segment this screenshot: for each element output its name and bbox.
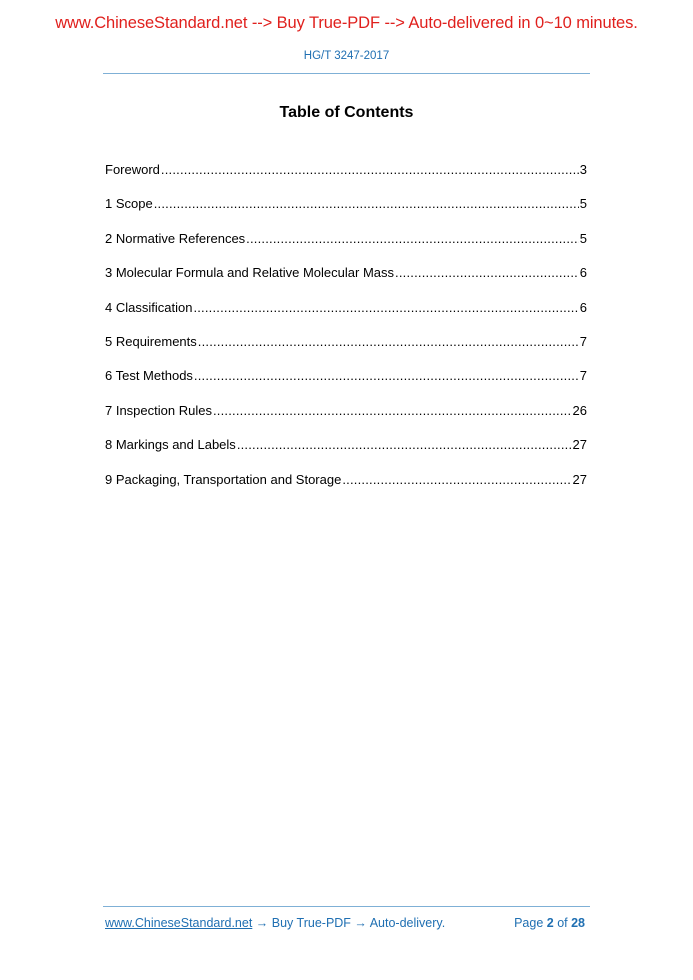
toc-entry-classification[interactable] xyxy=(105,300,587,334)
total-pages: 28 xyxy=(571,916,585,930)
toc-entry-label: 5 Requirements xyxy=(105,333,197,349)
toc-entry-label: 6 Test Methods xyxy=(105,368,193,384)
toc-entry-page: 3 xyxy=(579,162,587,177)
page-counter xyxy=(514,916,585,930)
toc-entry-packaging[interactable] xyxy=(105,472,587,506)
page-of: of xyxy=(553,916,572,930)
toc-entry-page: 5 xyxy=(579,196,587,212)
header-divider xyxy=(103,73,590,74)
footer-promo xyxy=(105,916,445,930)
toc-entry-label: 8 Markings and Labels xyxy=(105,437,236,453)
toc-entry-label: 9 Packaging, Transportation and Storage xyxy=(105,471,342,487)
page-title: Table of Contents xyxy=(279,104,414,121)
toc-entry-page: 7 xyxy=(579,368,587,384)
dot-leader xyxy=(395,265,579,280)
toc-entry-label: 1 Scope xyxy=(105,196,153,212)
dot-leader xyxy=(154,196,579,211)
toc-entry-requirements[interactable] xyxy=(105,334,587,368)
toc-entry-page: 5 xyxy=(579,230,587,246)
toc-entry-markings-and-labels[interactable] xyxy=(105,437,587,471)
dot-leader xyxy=(194,368,579,383)
dot-leader xyxy=(213,403,572,418)
dot-leader xyxy=(342,472,571,487)
toc-entry-page: 7 xyxy=(579,333,587,349)
dot-leader xyxy=(198,334,579,349)
toc-entry-label: 4 Classification xyxy=(105,299,193,315)
toc-entry-inspection-rules[interactable] xyxy=(105,403,587,437)
toc-entry-normative-references[interactable] xyxy=(105,231,587,265)
table-of-contents xyxy=(105,162,587,506)
toc-entry-page: 6 xyxy=(579,265,587,281)
toc-entry-scope[interactable] xyxy=(105,196,587,230)
toc-entry-label: Foreword xyxy=(105,162,160,177)
dot-leader xyxy=(193,300,578,315)
page-prefix: Page xyxy=(514,916,547,930)
toc-entry-page: 6 xyxy=(579,299,587,315)
current-page: 2 xyxy=(546,916,554,930)
toc-entry-molecular-formula[interactable] xyxy=(105,265,587,299)
toc-entry-page: 27 xyxy=(572,437,587,453)
toc-entry-label: 3 Molecular Formula and Relative Molecular Mass xyxy=(105,265,395,281)
toc-entry-label: 7 Inspection Rules xyxy=(105,402,212,418)
toc-entry-foreword[interactable] xyxy=(105,162,587,196)
promo-banner[interactable]: www.ChineseStandard.net --> Buy True-PDF --> Auto-delivered in 0~10 minutes. xyxy=(55,14,638,32)
dot-leader xyxy=(161,162,579,177)
footer-site-link[interactable]: www.ChineseStandard.net xyxy=(105,916,253,930)
toc-entry-test-methods[interactable] xyxy=(105,368,587,402)
document-code: HG/T 3247-2017 xyxy=(303,50,390,62)
toc-entry-page: 27 xyxy=(572,471,587,487)
footer-tagline: → Buy True-PDF → Auto-delivery. xyxy=(252,916,446,930)
dot-leader xyxy=(237,437,572,452)
toc-entry-label: 2 Normative References xyxy=(105,230,246,246)
footer-divider xyxy=(103,906,590,907)
dot-leader xyxy=(246,231,579,246)
toc-entry-page: 26 xyxy=(572,402,587,418)
